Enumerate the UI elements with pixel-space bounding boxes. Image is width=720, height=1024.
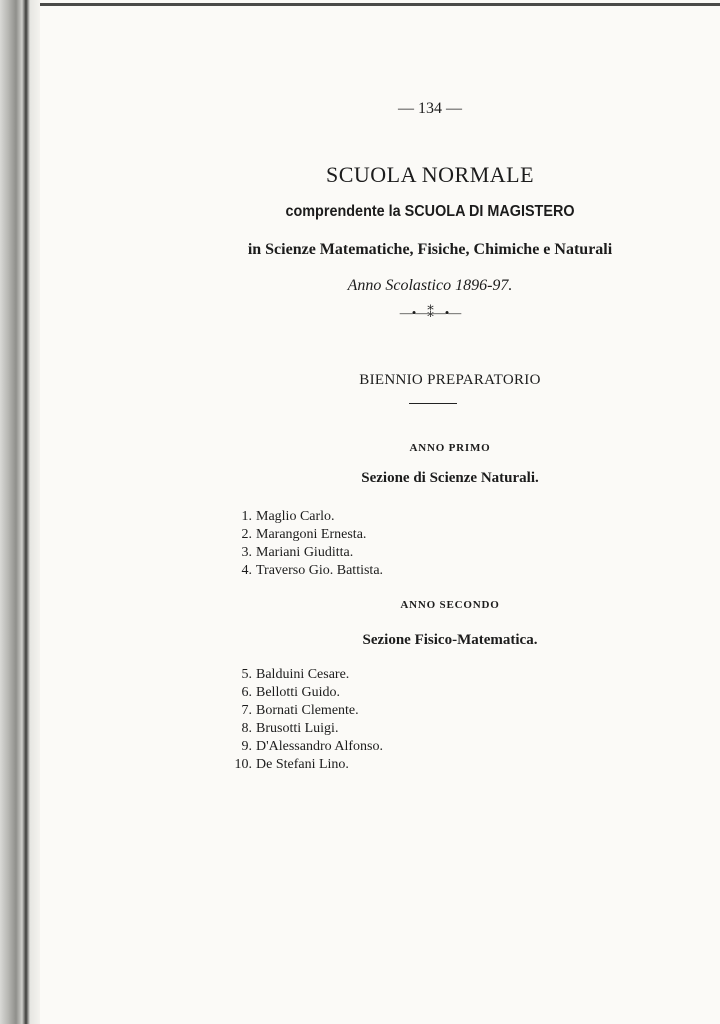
section-heading-physics-math: Sezione Fisico-Matematica. <box>362 632 538 648</box>
list-item <box>220 544 383 562</box>
list-item <box>220 562 383 580</box>
list-item <box>220 702 383 720</box>
list-item <box>220 738 383 756</box>
page-top-edge <box>40 3 720 6</box>
student-name: D'Alessandro Alfonso. <box>256 739 383 754</box>
year-heading-second: ANNO SECONDO <box>400 599 500 611</box>
program-heading: BIENNIO PREPARATORIO <box>359 372 541 388</box>
item-number: 5. <box>241 667 252 682</box>
student-name: Bellotti Guido. <box>256 685 340 700</box>
year-heading-first: ANNO PRIMO <box>409 442 491 454</box>
subtitle: comprendente la SCUOLA DI MAGISTERO <box>285 203 575 220</box>
student-name: Balduini Cesare. <box>256 667 350 682</box>
student-name: Brusotti Luigi. <box>256 721 339 736</box>
student-name: Maglio Carlo. <box>256 509 335 524</box>
list-item <box>220 508 383 526</box>
section-heading-natural-sciences: Sezione di Scienze Naturali. <box>361 470 539 486</box>
item-number: 4. <box>241 563 252 578</box>
item-number: 7. <box>241 703 252 718</box>
student-name: De Stefani Lino. <box>256 757 349 772</box>
student-name: Marangoni Ernesta. <box>256 527 367 542</box>
heading-rule <box>409 403 457 404</box>
item-number: 9. <box>241 739 252 754</box>
item-number: 8. <box>241 721 252 736</box>
page-title: SCUOLA NORMALE <box>325 162 535 187</box>
list-item <box>220 756 383 774</box>
academic-year: Anno Scolastico 1896-97. <box>347 277 513 294</box>
student-list-first <box>220 508 383 580</box>
item-number: 6. <box>241 685 252 700</box>
student-list-second <box>220 666 383 774</box>
item-number: 1. <box>241 509 252 524</box>
book-binding-edge <box>0 0 40 1024</box>
list-item <box>220 666 383 684</box>
list-item <box>220 684 383 702</box>
list-item <box>220 526 383 544</box>
page-number: — 134 — <box>398 100 462 117</box>
student-name: Mariani Giuditta. <box>256 545 354 560</box>
student-name: Bornati Clemente. <box>256 703 359 718</box>
list-item <box>220 720 383 738</box>
item-number: 2. <box>241 527 252 542</box>
ornament-divider: —•—⁑—•— <box>399 305 461 320</box>
item-number: 10. <box>234 757 252 772</box>
item-number: 3. <box>241 545 252 560</box>
student-name: Traverso Gio. Battista. <box>256 563 384 578</box>
field-of-study: in Scienze Matematiche, Fisiche, Chimiche e Naturali <box>247 241 613 258</box>
